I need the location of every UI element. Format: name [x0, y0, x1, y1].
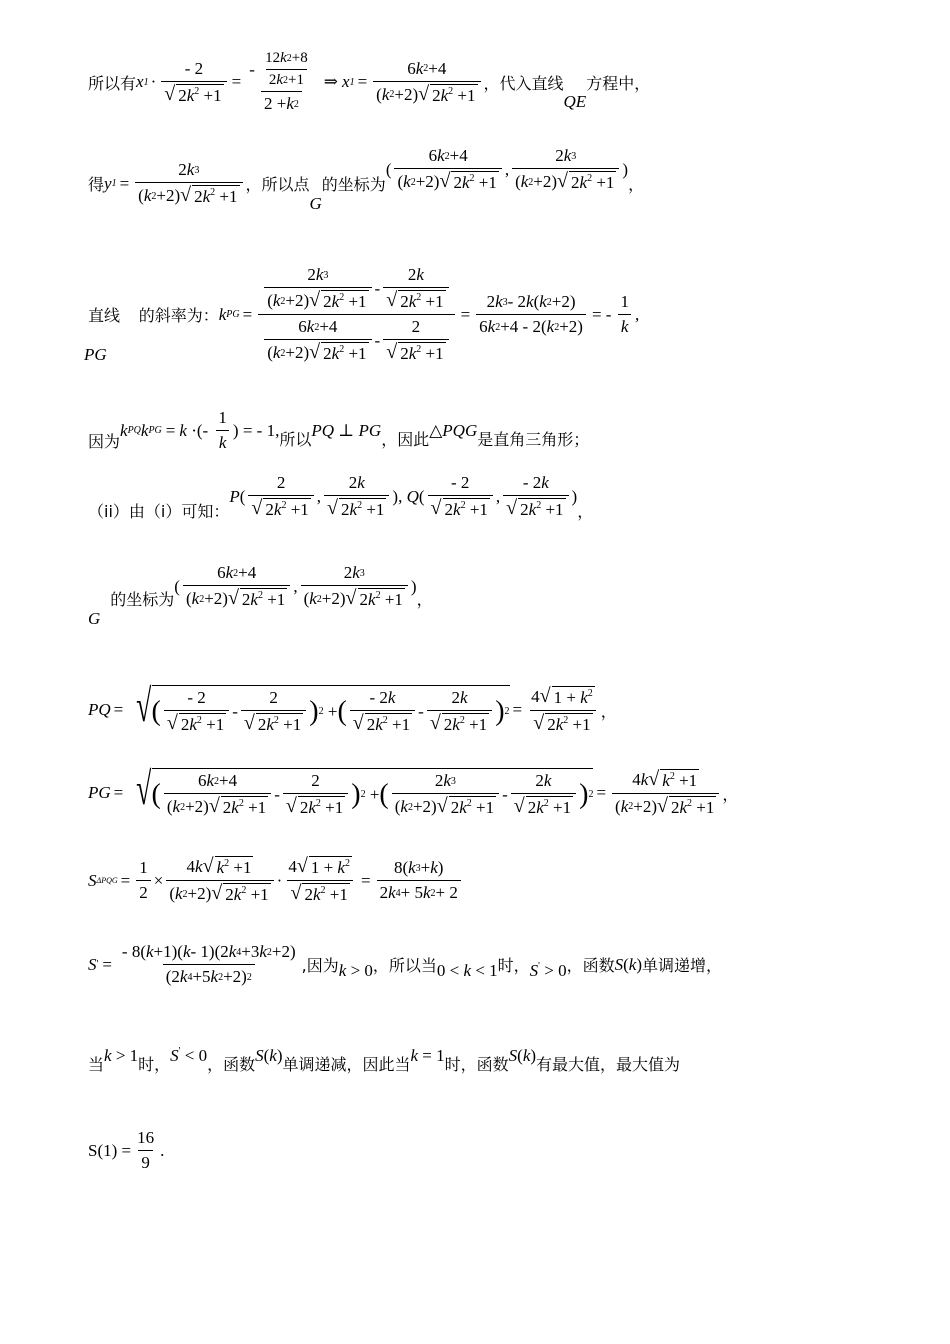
- formula-triangle: △PQG: [429, 420, 478, 440]
- line-6: [88, 563, 433, 628]
- line-4: [88, 408, 589, 453]
- text: ，所以当: [372, 956, 437, 975]
- formula-sk: S(k): [255, 1045, 283, 1065]
- text: ，函数: [566, 956, 615, 975]
- formula-s1: [88, 1128, 164, 1173]
- formula-kpg: k PG = 2 k 3 ( k 2 +2) √ $2k^2 +1$ - 2 k √ $2k^2 +1$ 6 k 2 +4 ( k 2 +2) √ $2k^2 +1$ - 2 √ $2k^2 +1$ = 2 k 3 - 2 k ( k 2 +2) 6 k 2 +4 - 2( k 2 +2) = - $\frac{1}{k}$ ,: [218, 265, 640, 363]
- text: ，所以点: [245, 175, 310, 194]
- formula-kpq-kpg: k PQ k PG = k ·(- $\frac{1}{k}$ ) = - 1,: [120, 408, 280, 452]
- formula-sk: S(k): [614, 954, 642, 974]
- text: 单调递减，因此当: [282, 1055, 411, 1074]
- text: 的坐标为: [321, 175, 386, 194]
- text: 方程中，: [586, 73, 651, 93]
- label-g: G: [309, 193, 322, 213]
- formula-derivative: S ' = - 8( k +1)( k - 1)(2 k 4 +3 k 2 +2) (2 k 4 +5 k 2 +2) 2: [88, 942, 296, 986]
- formula-pq-points: P ( 2 √ $2k^2 +1$ , 2 k √ $2k^2 +1$ ), Q ( - 2 √ $2k^2 +1$ , - 2 k √ $2k^2 +1$ ): [229, 473, 578, 519]
- s1-end: .: [160, 1140, 165, 1160]
- formula-y1: y 1 = 2 k 3 ( k 2 +2) √ $2k^2 +1$: [104, 160, 245, 207]
- line-8: [88, 763, 739, 818]
- text: ，: [628, 175, 645, 194]
- formula-pq-length: PQ = √ ( - 2 √ $2k^2 +1$ - 2 √ $2k^2 +1$ ) 2 + ( - 2 k √ $2k^2 +1$ - 2 k √ $2k^2 +1$ ) 2 = 4 √ $1 + k^2$ √ $2k^2 +1$: [88, 685, 601, 735]
- formula-perp: PQ ⊥ PG: [311, 420, 382, 440]
- text: 得: [88, 175, 105, 194]
- formula-k-positive: k > 0: [338, 960, 373, 980]
- line-5: [88, 473, 594, 534]
- text: ，: [577, 502, 594, 521]
- text: 直线: [88, 306, 121, 325]
- formula-k-eq1: k = 1: [410, 1045, 445, 1065]
- text: ，代入直线: [483, 73, 564, 93]
- text: 时，函数: [444, 1055, 509, 1074]
- formula-pg-length: PG = √ ( 6 k 2 +4 ( k 2 +2) √ $2k^2 +1$ - 2 √ $2k^2 +1$ ) 2 + ( 2 k 3 ( k 2 +2) √ $2k^2 +1$ - 2 k √ $2k^2 +1$ ) 2 = 4 k √ $k^2 +1$ ( k 2 +2) √ $2k^2 +1$: [88, 768, 722, 818]
- line-2: [88, 146, 645, 213]
- label-pg: PG: [84, 344, 107, 364]
- formula-k-range: 0 < k < 1: [436, 960, 498, 980]
- text: 因为: [88, 432, 121, 451]
- formula-x1-derivation: x 1 · - 2 √ $2k^2 +1$ = - 12 k 2 +8 2 k 2 +1 2 + k 2 ⇒ x 1 = 6 k 2 +4 ( k 2 +2) √ $2k^2 +1$: [136, 50, 483, 114]
- text: 当: [88, 1055, 105, 1074]
- text: 有最大值，最大值为: [536, 1055, 681, 1074]
- line-1: [88, 50, 650, 114]
- text: ，函数: [207, 1055, 256, 1074]
- formula-g-coords: ( 6 k 2 +4 ( k 2 +2) √ $2k^2 +1$ , 2 k 3 ( k 2 +2) √ $2k^2 +1$ ): [174, 563, 417, 609]
- text: 时，: [497, 956, 530, 975]
- text: ，: [722, 784, 739, 804]
- text: 单调递增，: [641, 956, 722, 975]
- formula-g-coords: ( 6 k 2 +4 ( k 2 +2) √ $2k^2 +1$ , 2 k 3 ( k 2 +2) √ $2k^2 +1$ ): [385, 146, 629, 192]
- text: ，: [600, 701, 617, 721]
- text: 的坐标为: [110, 590, 175, 609]
- text: ,因为: [301, 956, 339, 975]
- line-9: [88, 856, 464, 905]
- formula-area: S ΔPQG = $\frac{1}{2}$ × 4 k √ $k^2 +1$ ( k 2 +2) √ $2k^2 +1$ · 4 √ $1 + k^2$ √ $2k^2 +1$ = 8( k 3 + k ) 2 k 4 + 5 k 2 + 2: [88, 856, 464, 905]
- text: 的斜率为：: [138, 306, 219, 325]
- text: ，: [416, 590, 433, 609]
- line-7: [88, 680, 617, 735]
- line-11: [88, 1044, 681, 1074]
- text: 所以: [279, 430, 312, 449]
- label-g: G: [88, 608, 101, 628]
- text: 时，: [138, 1055, 171, 1074]
- text: （ii）由（i）可知：: [88, 502, 230, 521]
- line-10: [88, 942, 722, 987]
- text: ，因此: [381, 430, 430, 449]
- formula-sprime-pos: S' > 0: [529, 960, 567, 980]
- formula-k-gt1: k > 1: [104, 1045, 139, 1065]
- s1-label: S(1) =: [88, 1140, 132, 1160]
- line-3: [84, 265, 640, 364]
- label-qe: QE: [563, 92, 587, 111]
- s1-den: 9: [138, 1150, 153, 1173]
- text: 所以有: [88, 73, 137, 93]
- line-12: [88, 1128, 164, 1173]
- text: 是直角三角形；: [477, 430, 590, 449]
- formula-sprime-neg: S' < 0: [170, 1045, 208, 1065]
- s1-num: 16: [137, 1128, 155, 1147]
- formula-sk: S(k): [508, 1045, 537, 1065]
